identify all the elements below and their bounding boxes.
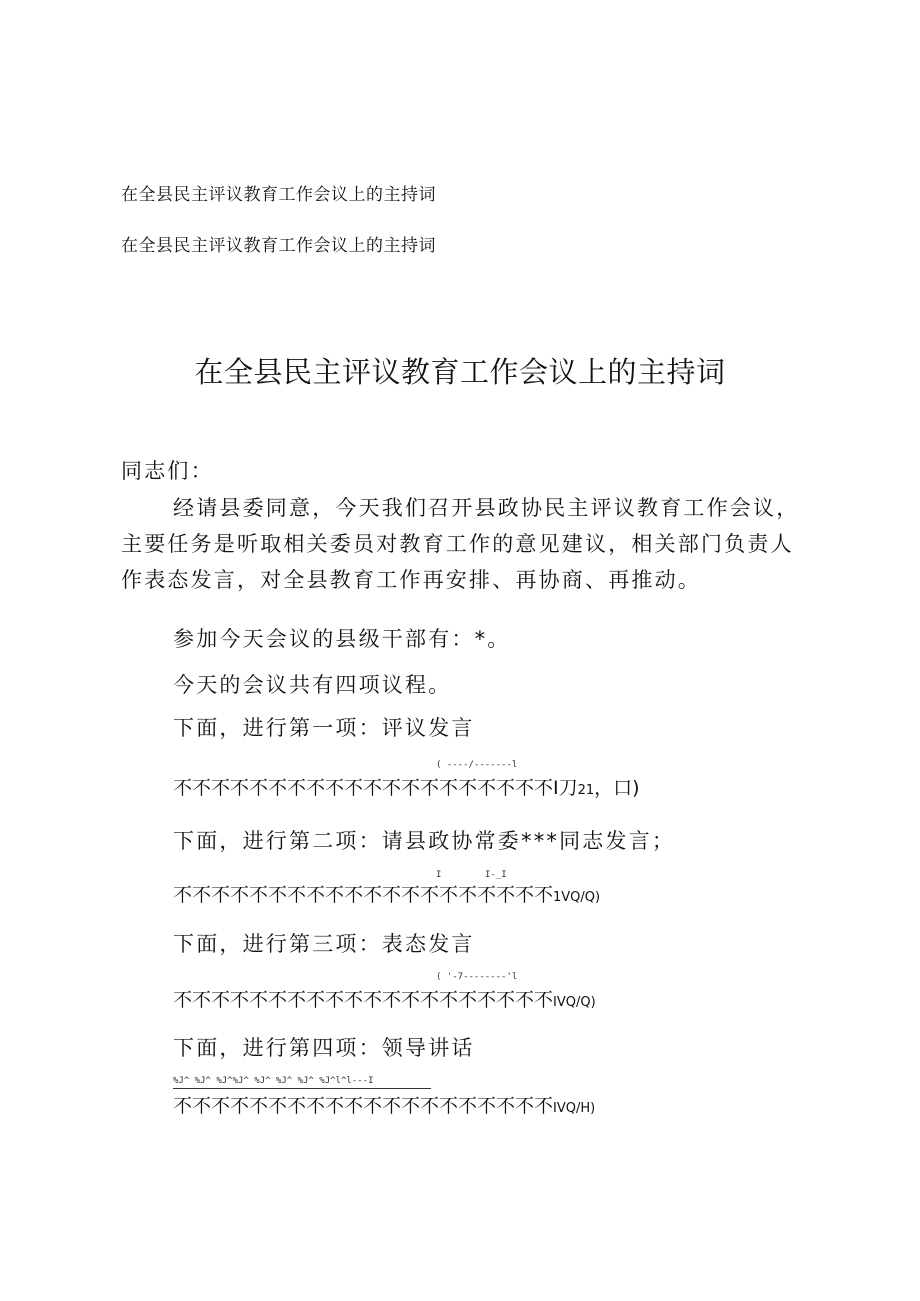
garbled-text-3: 不不不不不不不不不不不不不不不不不不不不	[173, 989, 554, 1011]
garbled-line-4	[173, 1091, 595, 1118]
garbled-line-2	[173, 880, 600, 907]
garbled-tail-1b: 21	[577, 783, 595, 798]
agenda-item-2: 下面，进行第二项：请县政协常委***同志发言；	[173, 829, 676, 853]
paragraph-intro: 经请县委同意，今天我们召开县政协民主评议教育工作会议，主要任务是听取相关委员对教育工作的意见建议，相关部门负责人作表态发言，对全县教育工作再安排、再协商、再推动。	[121, 496, 800, 592]
agenda-item-3: 下面，进行第三项：表态发言	[173, 932, 475, 956]
scan-rule	[173, 1088, 431, 1089]
garbled-tail-4: IVQ/H)	[553, 1101, 596, 1116]
scan-artifact-2b: I-_I	[485, 870, 507, 880]
garbled-tail-3: IVQ/Q)	[553, 995, 596, 1010]
garbled-tail-1c: ，口)	[594, 777, 640, 799]
paragraph-agenda: 今天的会议共有四项议程。	[173, 673, 452, 697]
garbled-tail-1a: I刀	[553, 777, 578, 799]
garbled-tail-2: 1VQ/Q)	[553, 890, 601, 905]
garbled-line-1	[173, 773, 640, 800]
garbled-line-3	[173, 985, 596, 1012]
document-title: 在全县民主评议教育工作会议上的主持词	[194, 355, 726, 389]
agenda-item-4: 下面，进行第四项：领导讲话	[173, 1036, 475, 1060]
scan-artifact-3: ( '-7--------'l	[436, 972, 518, 982]
salutation: 同志们：	[121, 459, 214, 483]
paragraph-attendees: 参加今天会议的县级干部有：*。	[173, 627, 511, 651]
header-title-1: 在全县民主评议教育工作会议上的主持词	[121, 185, 436, 205]
header-title-2: 在全县民主评议教育工作会议上的主持词	[121, 236, 436, 256]
garbled-text-2: 不不不不不不不不不不不不不不不不不不不不	[173, 884, 554, 906]
garbled-text-1: 不不不不不不不不不不不不不不不不不不不不	[173, 777, 554, 799]
scan-artifact-2a: I	[436, 870, 442, 880]
scan-artifact-1: ( ----/-------l	[436, 760, 518, 770]
agenda-item-1: 下面，进行第一项：评议发言	[173, 716, 475, 740]
scan-artifact-4: %J^ %J^ %J^%J^ %J^ %J^ %J^ %J^l^l---I	[173, 1076, 374, 1086]
garbled-text-4: 不不不不不不不不不不不不不不不不不不不不	[173, 1095, 554, 1117]
